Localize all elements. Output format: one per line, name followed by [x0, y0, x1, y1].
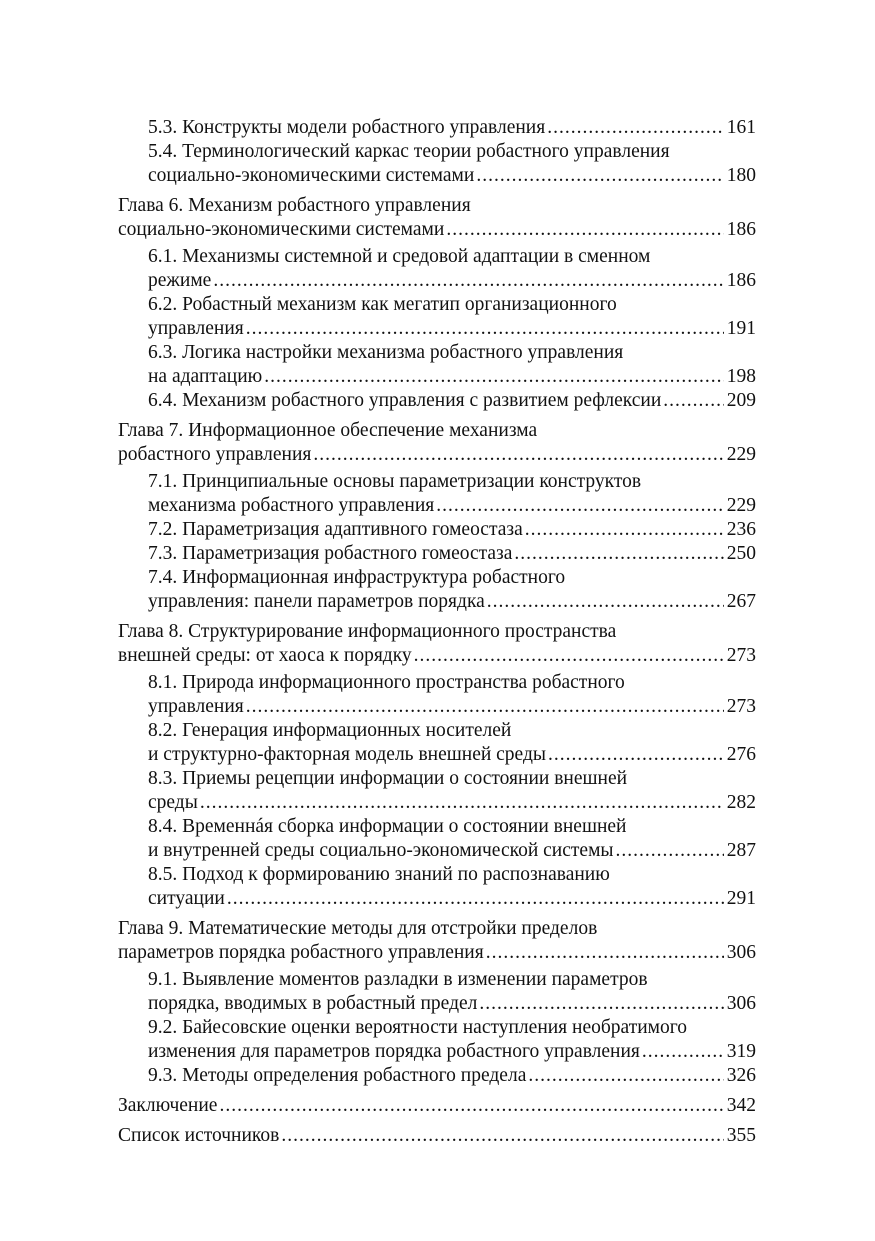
toc-entry-title-line: робастного управления: [118, 444, 312, 465]
toc-entry-title-line: параметров порядка робастного управления: [118, 942, 484, 963]
toc-entry-title-line: управления: [148, 696, 244, 717]
toc-entry-row: [148, 590, 756, 614]
toc-chapter-entry: [118, 419, 756, 467]
dot-leader: [434, 494, 723, 518]
toc-page-number: 306: [726, 993, 756, 1014]
toc-entry-row: [118, 1094, 756, 1118]
dot-leader: [512, 542, 723, 566]
toc-entry-title-line: 9.3. Методы определения робастного предела: [148, 1065, 527, 1086]
toc-entry-row: [148, 743, 756, 767]
toc-entry-title-line: изменения для параметров порядка робастного управления: [148, 1041, 640, 1062]
dot-leader: [311, 443, 723, 467]
dot-leader: [545, 116, 724, 140]
dot-leader: [526, 1064, 723, 1088]
toc-entry-title-line: 8.4. Временнáя сборка информации о состоянии внешней: [148, 816, 627, 837]
toc-entry-row: [118, 218, 756, 242]
toc-section-entry: [148, 719, 756, 767]
toc-page-number: 198: [726, 366, 756, 387]
dot-leader: [614, 839, 724, 863]
dot-leader: [661, 389, 723, 413]
toc-section-entry: [148, 470, 756, 518]
toc-page-number: 273: [726, 645, 756, 666]
toc-entry-row: [148, 365, 756, 389]
toc-entry-row: [148, 494, 756, 518]
toc-entry-row: [148, 116, 756, 140]
dot-leader: [484, 941, 724, 965]
toc-page-number: 209: [726, 390, 756, 411]
dot-leader: [262, 365, 724, 389]
toc-entry-title-line: 9.1. Выявление моментов разладки в изменении параметров: [148, 969, 648, 990]
dot-leader: [485, 590, 724, 614]
toc-entry-title-line: порядка, вводимых в робастный предел: [148, 993, 478, 1014]
toc-page-number: 229: [726, 495, 756, 516]
toc-section-entry: [148, 116, 756, 140]
toc-entry-title-line: 6.4. Механизм робастного управления с развитием рефлексии: [148, 390, 662, 411]
toc-page-number: 326: [726, 1065, 756, 1086]
toc-page-number: 355: [726, 1125, 756, 1146]
toc-entry-title-line: Глава 6. Механизм робастного управления: [118, 195, 471, 216]
toc-entry-title-line: 8.3. Приемы рецепции информации о состоянии внешней: [148, 768, 628, 789]
toc-entry-title-line: режиме: [148, 270, 212, 291]
toc-page-number: 191: [726, 318, 756, 339]
dot-leader: [444, 218, 723, 242]
toc-entry-title-line: управления: [148, 318, 244, 339]
toc-page-number: 276: [726, 744, 756, 765]
toc-entry-title-line: 6.2. Робастный механизм как мегатип организационного: [148, 294, 617, 315]
toc-entry-row: [148, 389, 756, 413]
toc-entry-row: [118, 644, 756, 668]
toc-page-number: 250: [726, 543, 756, 564]
toc-page-number: 319: [726, 1041, 756, 1062]
dot-leader: [211, 269, 723, 293]
toc-section-entry: [148, 767, 756, 815]
toc-section-entry: [148, 293, 756, 341]
toc-entry-row: [148, 887, 756, 911]
toc-entry-title-line: Глава 7. Информационное обеспечение механизма: [118, 420, 538, 441]
toc-page-number: 273: [726, 696, 756, 717]
toc-entry-row: [148, 791, 756, 815]
toc-entry-title-line: Глава 8. Структурирование информационного пространства: [118, 621, 617, 642]
dot-leader: [474, 164, 723, 188]
dot-leader: [477, 992, 723, 1016]
toc-section-entry: [148, 566, 756, 614]
toc-entry-title-line: ситуации: [148, 888, 225, 909]
toc-entry-row: [118, 941, 756, 965]
toc-entry-row: [148, 839, 756, 863]
toc-entry-row: [148, 518, 756, 542]
toc-page-number: 229: [726, 444, 756, 465]
toc-page-number: 180: [726, 165, 756, 186]
toc-chapter-entry: [118, 1124, 756, 1148]
toc-entry-title-line: 6.3. Логика настройки механизма робастного управления: [148, 342, 624, 363]
toc-entry-title-line: 6.1. Механизмы системной и средовой адаптации в сменном: [148, 246, 651, 267]
toc-entry-title-line: Глава 9. Математические методы для отстройки пределов: [118, 918, 598, 939]
toc-entry-title-line: 8.1. Природа информационного пространства робастного: [148, 672, 625, 693]
toc-entry-title-line: управления: панели параметров порядка: [148, 591, 485, 612]
dot-leader: [640, 1040, 724, 1064]
toc-chapter-entry: [118, 194, 756, 242]
toc-entry-row: [118, 443, 756, 467]
toc-section-entry: [148, 341, 756, 389]
dot-leader: [244, 695, 724, 719]
toc-chapter-entry: [118, 620, 756, 668]
toc-entry-title-line: на адаптацию: [148, 366, 263, 387]
toc-entry-title-line: Заключение: [118, 1095, 218, 1116]
dot-leader: [244, 317, 724, 341]
toc-entry-title-line: 7.1. Принципиальные основы параметризации конструктов: [148, 471, 642, 492]
dot-leader: [523, 518, 724, 542]
toc-page-number: 306: [726, 942, 756, 963]
toc-entry-row: [148, 164, 756, 188]
toc-entry-row: [148, 695, 756, 719]
toc-entry-title-line: социально-экономическими системами: [118, 219, 445, 240]
toc-section-entry: [148, 815, 756, 863]
toc-entry-title-line: механизма робастного управления: [148, 495, 435, 516]
toc-page-number: 186: [726, 270, 756, 291]
toc-entry-title-line: 9.2. Байесовские оценки вероятности наступления необратимого: [148, 1017, 688, 1038]
toc-section-entry: [148, 245, 756, 293]
toc-entry-row: [148, 269, 756, 293]
toc-chapter-entry: [118, 1094, 756, 1118]
toc-entry-title-line: и структурно-факторная модель внешней среды: [148, 744, 546, 765]
toc-section-entry: [148, 1016, 756, 1064]
toc-entry-row: [148, 1064, 756, 1088]
toc-section-entry: [148, 389, 756, 413]
toc-page-number: 342: [726, 1095, 756, 1116]
dot-leader: [225, 887, 724, 911]
toc-entry-title-line: 8.2. Генерация информационных носителей: [148, 720, 512, 741]
toc-entry-row: [148, 542, 756, 566]
dot-leader: [546, 743, 724, 767]
toc-entry-row: [148, 1040, 756, 1064]
dot-leader: [279, 1124, 723, 1148]
toc-entry-title-line: 7.3. Параметризация робастного гомеостаза: [148, 543, 513, 564]
toc-page-number: 236: [726, 519, 756, 540]
table-of-contents: [118, 116, 756, 1148]
toc-section-entry: [148, 1064, 756, 1088]
toc-entry-title-line: 5.4. Терминологический каркас теории робастного управления: [148, 141, 670, 162]
toc-entry-row: [118, 1124, 756, 1148]
toc-entry-title-line: внешней среды: от хаоса к порядку: [118, 645, 412, 666]
toc-entry-row: [148, 317, 756, 341]
toc-page-number: 287: [726, 840, 756, 861]
toc-entry-title-line: 7.2. Параметризация адаптивного гомеостаза: [148, 519, 523, 540]
toc-section-entry: [148, 518, 756, 542]
toc-entry-title-line: 8.5. Подход к формированию знаний по распознаванию: [148, 864, 610, 885]
toc-chapter-entry: [118, 917, 756, 965]
toc-page-number: 161: [726, 117, 756, 138]
toc-page-number: 186: [726, 219, 756, 240]
toc-page-number: 291: [726, 888, 756, 909]
dot-leader: [217, 1094, 723, 1118]
toc-page-number: 267: [726, 591, 756, 612]
toc-section-entry: [148, 968, 756, 1016]
toc-entry-title-line: Список источников: [118, 1125, 280, 1146]
toc-section-entry: [148, 671, 756, 719]
toc-section-entry: [148, 140, 756, 188]
toc-entry-title-line: социально-экономическими системами: [148, 165, 475, 186]
toc-entry-title-line: 5.3. Конструкты модели робастного управления: [148, 117, 546, 138]
toc-entry-title-line: среды: [148, 792, 198, 813]
toc-section-entry: [148, 542, 756, 566]
dot-leader: [412, 644, 724, 668]
toc-section-entry: [148, 863, 756, 911]
toc-entry-title-line: 7.4. Информационная инфраструктура робастного: [148, 567, 566, 588]
dot-leader: [198, 791, 724, 815]
toc-page-number: 282: [726, 792, 756, 813]
toc-entry-title-line: и внутренней среды социально-экономической системы: [148, 840, 614, 861]
toc-entry-row: [148, 992, 756, 1016]
